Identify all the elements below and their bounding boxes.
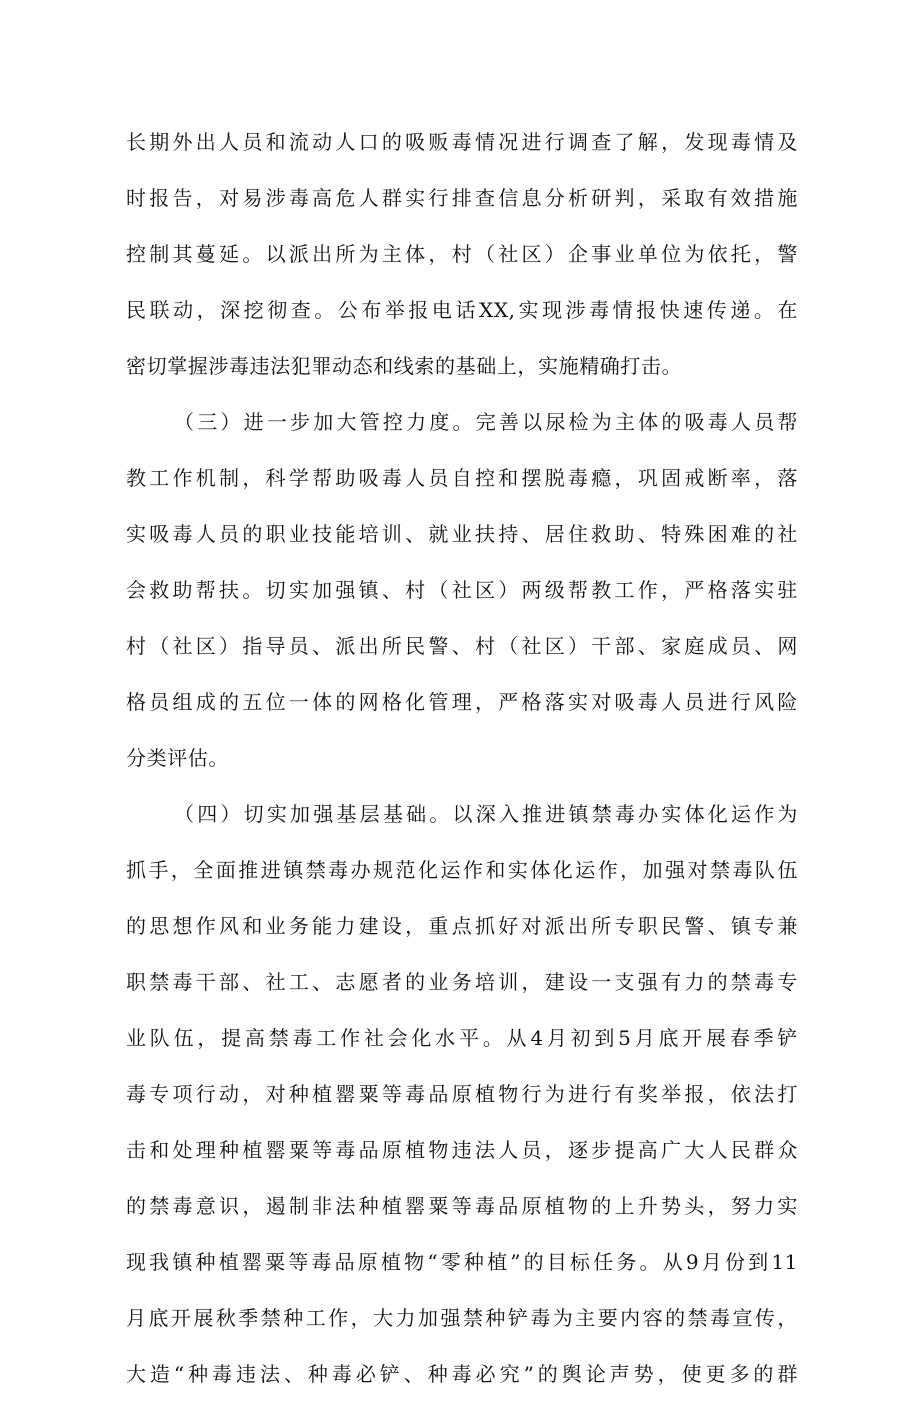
section-heading-line: （四）切实加强基层基础。以深入推进镇禁毒办实体化运作为	[174, 802, 798, 826]
paragraph-line: 控制其蔓延。以派出所为主体，村（社区）企事业单位为依托，警	[126, 242, 798, 266]
paragraph-line: 实吸毒人员的职业技能培训、就业扶持、居住救助、特殊困难的社	[126, 522, 798, 546]
paragraph-line: 业队伍，提高禁毒工作社会化水平。从4月初到5月底开展春季铲	[126, 1026, 798, 1050]
paragraph-line: 现我镇种植罂粟等毒品原植物“零种植”的目标任务。从9月份到11	[126, 1250, 798, 1274]
paragraph-line: 职禁毒干部、社工、志愿者的业务培训，建设一支强有力的禁毒专	[126, 970, 798, 994]
paragraph-line: 大造“种毒违法、种毒必铲、种毒必究”的舆论声势，使更多的群	[126, 1362, 798, 1386]
paragraph-line: 月底开展秋季禁种工作，大力加强禁种铲毒为主要内容的禁毒宣传，	[126, 1306, 798, 1330]
paragraph-line: 击和处理种植罂粟等毒品原植物违法人员，逐步提高广大人民群众	[126, 1138, 798, 1162]
paragraph-line: 分类评估。	[126, 746, 229, 770]
paragraph-line: 村（社区）指导员、派出所民警、村（社区）干部、家庭成员、网	[126, 634, 798, 658]
paragraph-line: 长期外出人员和流动人口的吸贩毒情况进行调查了解，发现毒情及	[126, 130, 798, 154]
paragraph-line: 密切掌握涉毒违法犯罪动态和线索的基础上，实施精确打击。	[126, 354, 683, 378]
paragraph-line: 的思想作风和业务能力建设，重点抓好对派出所专职民警、镇专兼	[126, 914, 798, 938]
paragraph-line: 时报告，对易涉毒高危人群实行排查信息分析研判，采取有效措施	[126, 186, 798, 210]
paragraph-line: 会救助帮扶。切实加强镇、村（社区）两级帮教工作，严格落实驻	[126, 578, 798, 602]
section-heading-line: （三）进一步加大管控力度。完善以尿检为主体的吸毒人员帮	[174, 410, 798, 434]
paragraph-line: 的禁毒意识，遏制非法种植罂粟等毒品原植物的上升势头，努力实	[126, 1194, 798, 1218]
document-body	[126, 114, 798, 1402]
paragraph-line: 格员组成的五位一体的网格化管理，严格落实对吸毒人员进行风险	[126, 690, 798, 714]
paragraph-line: 抓手，全面推进镇禁毒办规范化运作和实体化运作，加强对禁毒队伍	[126, 858, 798, 882]
paragraph-line: 民联动，深挖彻查。公布举报电话XX,实现涉毒情报快速传递。在	[126, 298, 798, 322]
paragraph-line: 毒专项行动，对种植罂粟等毒品原植物行为进行有奖举报，依法打	[126, 1082, 798, 1106]
paragraph-line: 教工作机制，科学帮助吸毒人员自控和摆脱毒瘾，巩固戒断率，落	[126, 466, 798, 490]
